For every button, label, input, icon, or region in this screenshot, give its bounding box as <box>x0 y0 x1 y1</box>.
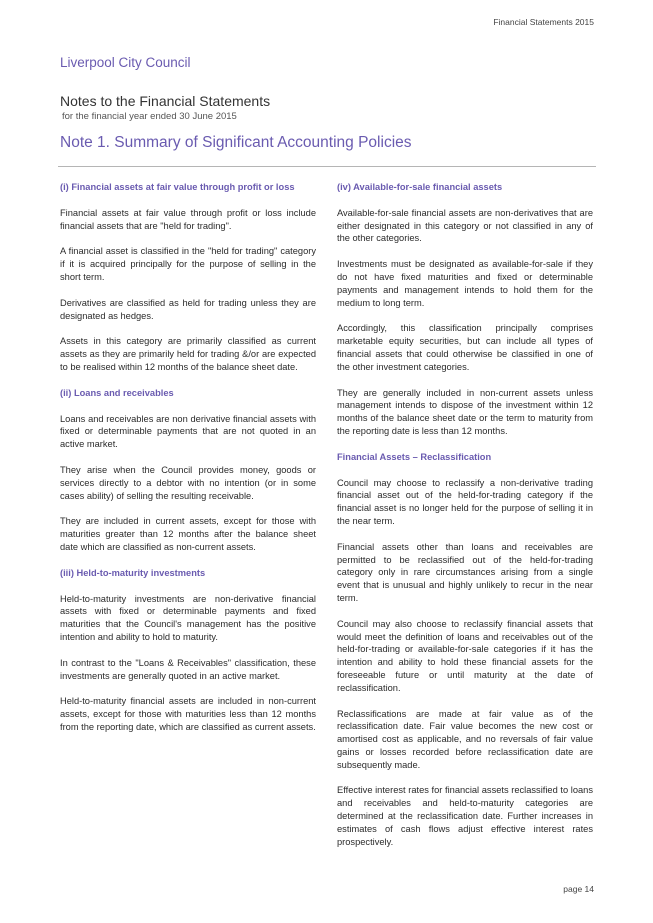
page-subtitle: for the financial year ended 30 June 2015 <box>62 111 237 122</box>
section-heading-reclassification: Financial Assets – Reclassification <box>337 451 492 462</box>
section-heading-fair-value: (i) Financial assets at fair value through profit or loss <box>60 182 295 192</box>
page-title: Notes to the Financial Statements <box>60 93 271 109</box>
page-number: page 14 <box>563 884 594 894</box>
paragraph: They arise when the Council provides money, goods or services directly to a debtor with no intention (or in some cases ability) of selling the resulting receivable. <box>60 464 316 501</box>
section-heading-available-for-sale: (iv) Available-for-sale financial assets <box>337 182 503 192</box>
paragraph: Effective interest rates for financial assets reclassified to loans and receivables and held-to-maturity categories are determined at the reclassification date. Further increases in estimates of cash flows adjust effective interest rates prospectively. <box>337 785 593 847</box>
left-column <box>60 181 316 747</box>
running-header: Financial Statements 2015 <box>493 17 594 27</box>
paragraph: Financial assets other than loans and receivables are permitted to be reclassified out of the held-for-trading category only in rare circumstances arising from a single event that is unusual and highly unlikely to recur in the near term. <box>337 541 593 603</box>
heading-divider <box>58 166 596 167</box>
paragraph: Financial assets at fair value through profit or loss include financial assets that are "held for trading". <box>60 207 316 231</box>
right-column <box>337 181 593 861</box>
paragraph: Accordingly, this classification principally comprises marketable equity securities, but can include all types of financial assets that could otherwise be classified in one of the other investment categories. <box>337 323 593 372</box>
paragraph: A financial asset is classified in the "held for trading" category if it is acquired principally for the purpose of selling in the short term. <box>60 246 316 282</box>
paragraph: Held-to-maturity financial assets are included in non-current assets, except for those with maturities less than 12 months from the reporting date, which are classified as current assets. <box>60 696 316 732</box>
section-heading-loans: (ii) Loans and receivables <box>60 387 174 398</box>
paragraph: Investments must be designated as available-for-sale if they do not have fixed maturities and fixed or determinable payments and management intends to hold them for the medium to long term. <box>337 259 593 308</box>
paragraph: Assets in this category are primarily classified as current assets as they are primarily held for trading &/or are expected to be realised within 12 months of the balance sheet date. <box>60 336 316 372</box>
council-name: Liverpool City Council <box>60 55 191 70</box>
paragraph: Held-to-maturity investments are non-derivative financial assets with fixed or determinable payments and fixed maturities that the Council's management has the positive intention and ability to hold to maturity. <box>60 593 316 642</box>
paragraph: Council may also choose to reclassify financial assets that would meet the definition of loans and receivables out of the held-for-trading or available-for-sale categories if it has the intention and ability to hold these financial assets for the foreseeable future or until maturity at the date of reclassification. <box>337 618 593 693</box>
paragraph: They are generally included in non-current assets unless management intends to dispose of the investment within 12 months of the balance sheet date or the term to maturity from the reporting date is less than 12 months. <box>337 387 593 436</box>
paragraph: Loans and receivables are non derivative financial assets with fixed or determinable payments that are not quoted in an active market. <box>60 413 316 450</box>
paragraph: Reclassifications are made at fair value as of the reclassification date. Fair value becomes the new cost or amortised cost as applicable, and no reversals of fair value gains or losses recorded before reclassification date are subsequently made. <box>337 708 593 770</box>
paragraph: Derivatives are classified as held for trading unless they are designated as hedges. <box>60 297 316 321</box>
paragraph: In contrast to the "Loans & Receivables" classification, these investments are generally quoted in an active market. <box>60 657 316 681</box>
paragraph: They are included in current assets, except for those with maturities greater than 12 months after the balance sheet date which are classified as non-current assets. <box>60 516 316 552</box>
paragraph: Council may choose to reclassify a non-derivative trading financial asset out of the held-for-trading category if the financial asset is no longer held for the purpose of selling it in the near term. <box>337 477 593 526</box>
note-heading: Note 1. Summary of Significant Accounting Policies <box>60 134 412 151</box>
section-heading-held-to-maturity: (iii) Held-to-maturity investments <box>60 567 206 578</box>
paragraph: Available-for-sale financial assets are non-derivatives that are either designated in this category or not classified in any of the other categories. <box>337 207 593 244</box>
